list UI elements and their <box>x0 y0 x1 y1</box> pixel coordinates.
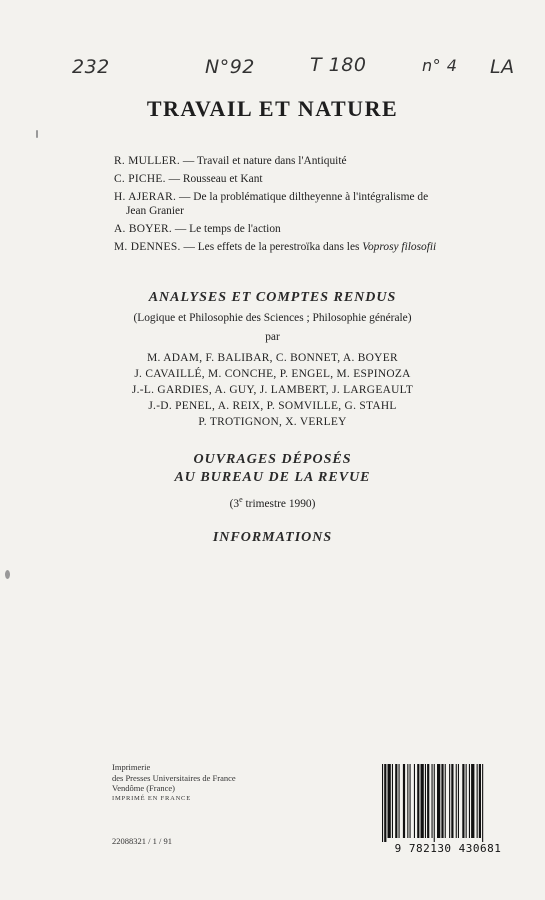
barcode-bars <box>378 762 518 842</box>
toc-title-italic: Voprosy filosofii <box>362 241 437 253</box>
toc-title: Les effets de la perestroïka dans les <box>197 241 363 253</box>
toc-author: H. AJERAR. <box>114 191 177 203</box>
paper-speck <box>36 130 38 138</box>
barcode-bar <box>410 764 411 838</box>
reviewer-list <box>0 350 545 430</box>
barcode-bar <box>425 764 426 838</box>
barcode-bar <box>456 764 457 838</box>
barcode-bar <box>388 764 391 838</box>
barcode-bar <box>469 764 470 838</box>
toc-title: Le temps de l'action <box>189 223 281 235</box>
trimestre-prefix: (3 <box>229 497 240 510</box>
paper-speck <box>5 570 10 579</box>
imprint-line: IMPRIMÉ EN FRANCE <box>112 794 191 802</box>
toc-title: De la problématique diltheyenne à l'intégralisme de <box>193 191 429 203</box>
barcode-bar <box>437 764 440 838</box>
barcode-bar <box>395 764 397 838</box>
table-of-contents <box>114 154 514 258</box>
toc-author: M. DENNES. <box>114 241 181 253</box>
handwritten-note: N°92 <box>205 56 255 78</box>
barcode-bar <box>466 764 467 838</box>
toc-entry: M. DENNES. — Les effets de la perestroïka dans les Voprosy filosofii <box>114 241 437 253</box>
barcode-bar <box>382 764 383 842</box>
barcode-bar <box>451 764 453 838</box>
handwritten-note: 232 <box>72 56 110 78</box>
toc-title: Travail et nature dans l'Antiquité <box>196 155 347 167</box>
reviewer-line: J. CAVAILLÉ, M. CONCHE, P. ENGEL, M. ESPINOZA <box>134 368 411 380</box>
barcode-bar <box>482 764 483 842</box>
barcode-bar <box>407 764 408 838</box>
barcode-digits: 9 782130 430681 <box>394 842 502 855</box>
barcode-bar <box>458 764 459 838</box>
barcode-bar <box>432 764 433 838</box>
handwritten-note: n° 4 <box>422 56 458 75</box>
toc-author: C. PICHE. <box>114 173 166 185</box>
toc-entry: C. PICHE. — Rousseau et Kant <box>114 173 263 185</box>
toc-entry: R. MULLER. — Travail et nature dans l'Antiquité <box>114 155 347 167</box>
barcode-bar <box>414 764 415 838</box>
barcode-bar <box>449 764 450 838</box>
barcode-bar <box>417 764 419 838</box>
barcode-bar <box>403 764 405 838</box>
ouvrages-heading-line1: OUVRAGES DÉPOSÉS <box>193 452 352 467</box>
barcode-bar <box>427 764 429 838</box>
barcode-bar <box>384 764 386 842</box>
page-title: TRAVAIL ET NATURE <box>146 96 399 121</box>
reviewer-line: J.-L. GARDIES, A. GUY, J. LAMBERT, J. LARGEAULT <box>131 384 414 396</box>
imprint-line: Vendôme (France) <box>112 783 176 793</box>
barcode-bar <box>421 764 424 838</box>
toc-entry: H. AJERAR. — De la problématique diltheyenne à l'intégralisme de Jean Granier <box>114 190 514 218</box>
barcode <box>378 762 518 855</box>
imprint-block <box>112 762 236 804</box>
handwritten-note: LA <box>490 56 515 78</box>
toc-author: R. MULLER. <box>114 155 180 167</box>
trimestre-superscript: e <box>239 495 243 504</box>
barcode-bar <box>392 764 393 838</box>
barcode-bar <box>477 764 478 838</box>
barcode-bar <box>462 764 464 838</box>
imprint-line: des Presses Universitaires de France <box>112 772 236 783</box>
reviewer-line: J.-D. PENEL, A. REIX, P. SOMVILLE, G. STAHL <box>148 400 397 412</box>
ouvrages-heading-line2: AU BUREAU DE LA REVUE <box>174 470 371 485</box>
barcode-bar <box>445 764 446 838</box>
barcode-bar <box>399 764 400 838</box>
analyses-subtitle: (Logique et Philosophie des Sciences ; Philosophie générale) <box>133 312 412 324</box>
barcode-bar <box>471 764 474 838</box>
imprint-line: Imprimerie <box>112 762 151 772</box>
reviewer-line: M. ADAM, F. BALIBAR, C. BONNET, A. BOYER <box>147 352 398 364</box>
reviewer-line: P. TROTIGNON, X. VERLEY <box>198 416 347 428</box>
trimestre-suffix: trimestre 1990) <box>242 497 316 510</box>
analyses-par: par <box>265 331 280 343</box>
toc-title: Rousseau et Kant <box>182 173 263 185</box>
barcode-bar <box>479 764 481 838</box>
barcode-bar <box>441 764 443 838</box>
handwritten-note: T 180 <box>310 54 367 76</box>
toc-author: A. BOYER. <box>114 223 173 235</box>
toc-entry: A. BOYER. — Le temps de l'action <box>114 223 281 235</box>
informations-heading: INFORMATIONS <box>212 530 333 545</box>
barcode-bar <box>434 764 435 842</box>
toc-title-continued: Jean Granier <box>126 205 184 217</box>
catalog-number: 22088321 / 1 / 91 <box>112 836 172 846</box>
analyses-heading: ANALYSES ET COMPTES RENDUS <box>148 290 397 305</box>
trimestre-note <box>0 495 545 510</box>
